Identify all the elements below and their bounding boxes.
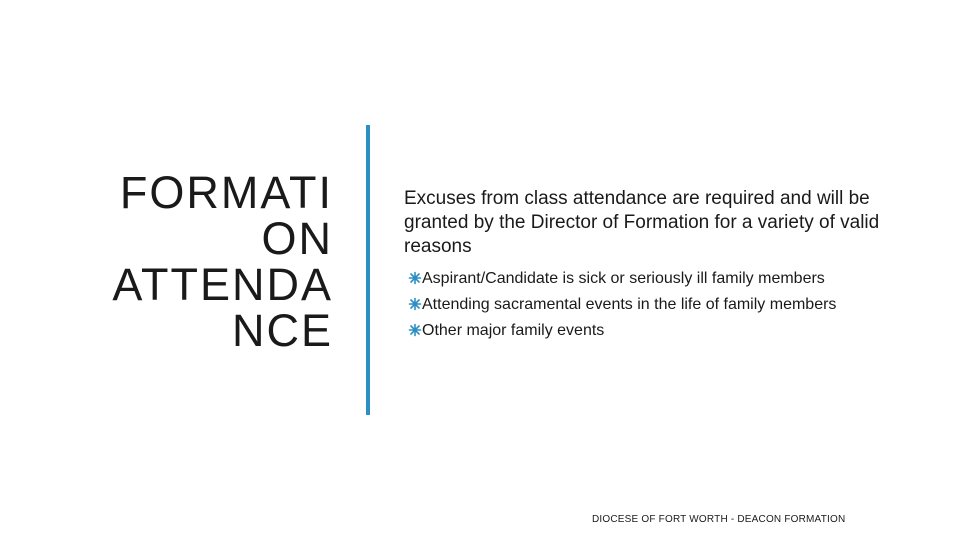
bullet-list <box>404 269 904 340</box>
bullet-item <box>408 295 904 314</box>
bullet-text: Aspirant/Candidate is sick or seriously ill family members <box>422 270 825 287</box>
lead-keyword: Excuses <box>404 188 476 209</box>
lead-text: from class attendance are required and will be granted by the Director of Formation for a variety of valid reasons <box>404 188 880 257</box>
slide-footer: DIOCESE OF FORT WORTH - DEACON FORMATION <box>592 514 846 525</box>
slide-body <box>404 187 904 347</box>
bullet-item <box>408 269 904 288</box>
asterisk-burst-icon <box>408 271 422 285</box>
lead-paragraph <box>404 187 904 259</box>
asterisk-burst-icon <box>408 297 422 311</box>
bullet-item <box>408 321 904 340</box>
bullet-text: Other major family events <box>422 322 605 339</box>
accent-divider <box>366 125 370 415</box>
slide-title: FORMATI ON ATTENDA NCE <box>112 167 333 356</box>
bullet-text: Attending sacramental events in the life of family members <box>422 296 837 313</box>
asterisk-burst-icon <box>408 323 422 337</box>
